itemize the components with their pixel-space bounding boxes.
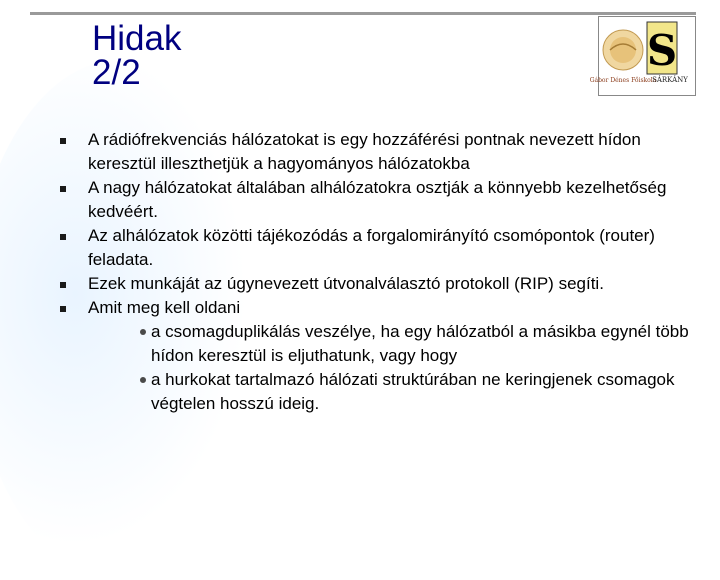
bullet-text: Ezek munkáját az úgynevezett útvonalválasztó protokoll (RIP) segíti. bbox=[88, 274, 604, 293]
sub-bullet-text: a hurkokat tartalmazó hálózati struktúrában ne keringjenek csomagok végtelen hosszú ideig. bbox=[151, 370, 675, 413]
bullet-item bbox=[60, 272, 710, 296]
sub-bullet-item bbox=[60, 368, 710, 416]
bullet-item bbox=[60, 224, 710, 272]
title-line-2: 2/2 bbox=[92, 53, 141, 92]
square-bullet-icon bbox=[60, 234, 66, 240]
sarkany-logo bbox=[589, 16, 696, 96]
square-bullet-icon bbox=[60, 186, 66, 192]
square-bullet-icon bbox=[60, 306, 66, 312]
square-bullet-icon bbox=[60, 282, 66, 288]
top-divider bbox=[30, 12, 696, 15]
round-bullet-icon bbox=[140, 377, 146, 383]
bullet-item bbox=[60, 176, 710, 224]
logo-s-letter: S bbox=[646, 26, 678, 75]
bullet-text: A nagy hálózatokat általában alhálózatokra osztják a könnyebb kezelhetőség kedvéért. bbox=[88, 178, 667, 221]
bullet-item bbox=[60, 128, 710, 176]
bullet-list bbox=[60, 128, 710, 416]
bullet-text: A rádiófrekvenciás hálózatokat is egy hozzáférési pontnak nevezett hídon keresztül illeszthetjük a hagyományos hálózatokba bbox=[88, 130, 641, 173]
bullet-text: Amit meg kell oldani bbox=[88, 298, 241, 317]
logo-text-left: Gábor Dénes Főiskola bbox=[589, 77, 657, 84]
round-bullet-icon bbox=[140, 329, 146, 335]
sub-bullet-text: a csomagduplikálás veszélye, ha egy hálózatból a másikba egynél több hídon keresztül is eljuthatunk, vagy hogy bbox=[151, 322, 689, 365]
sub-bullet-item bbox=[60, 320, 710, 368]
square-bullet-icon bbox=[60, 138, 66, 144]
logo-text-right: SÁRKÁNY bbox=[652, 76, 688, 84]
title-line-1: Hidak bbox=[92, 19, 182, 58]
bullet-item bbox=[60, 296, 710, 320]
bullet-text: Az alhálózatok közötti tájékozódás a forgalomirányító csomópontok (router) feladata. bbox=[88, 226, 655, 269]
slide-title bbox=[92, 19, 182, 92]
